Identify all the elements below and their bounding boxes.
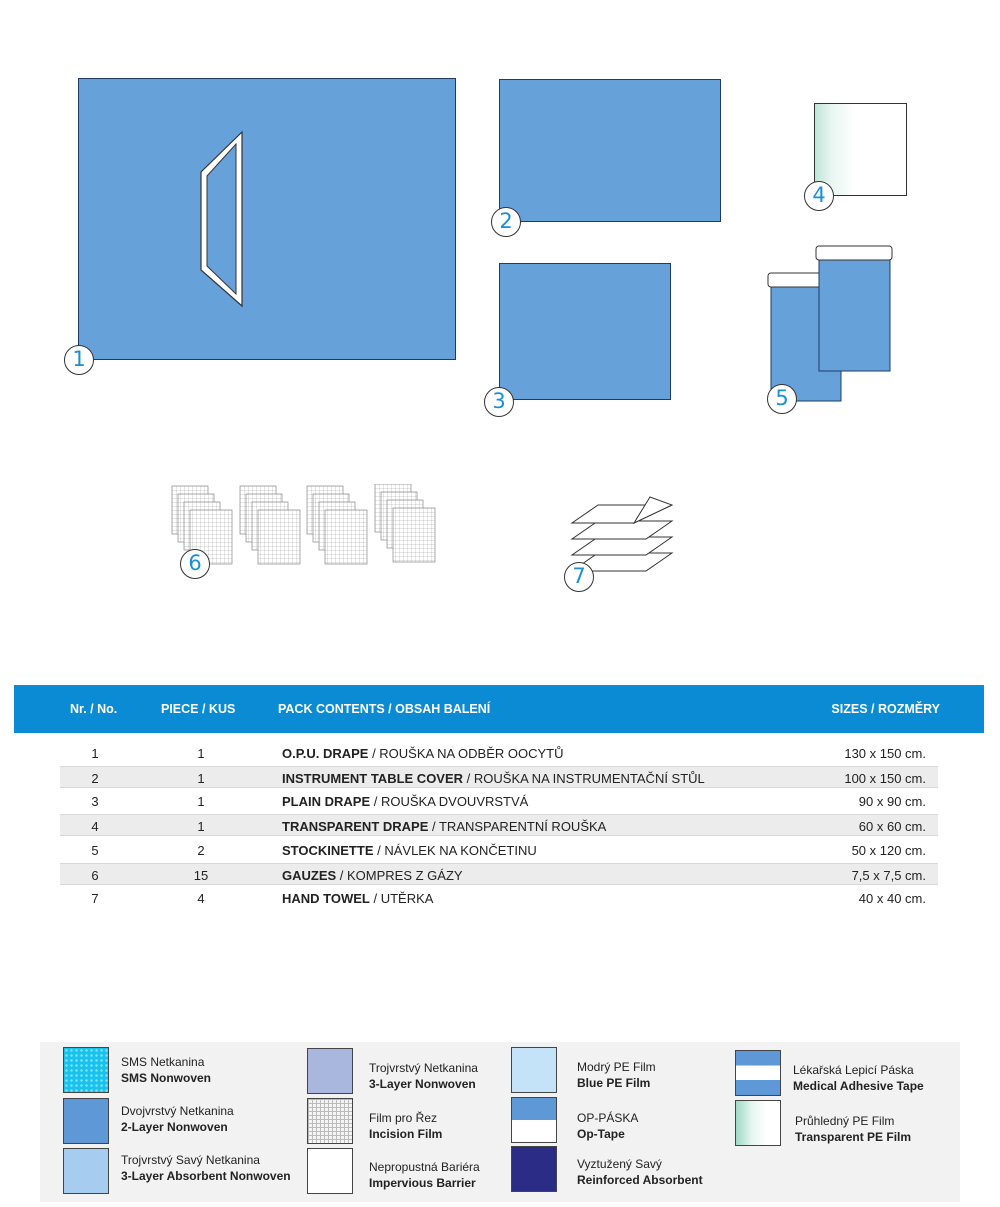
row-piece: 1 — [197, 819, 205, 834]
row-contents — [282, 891, 433, 906]
row-contents — [282, 746, 564, 761]
three-layer-absorbent-swatch — [63, 1148, 109, 1194]
legend-item — [793, 1062, 924, 1094]
row-nr: 1 — [91, 746, 99, 761]
legend-cz: Nepropustná Bariéra — [369, 1160, 480, 1174]
legend-en: Medical Adhesive Tape — [793, 1079, 924, 1093]
table-row — [60, 766, 938, 788]
op-tape-swatch — [511, 1097, 557, 1143]
legend-item — [369, 1159, 480, 1191]
legend-cz: Vyztužený Savý — [577, 1157, 662, 1171]
legend-item — [121, 1152, 291, 1184]
legend-item — [577, 1059, 656, 1091]
row-desc: / ROUŠKA NA INSTRUMENTAČNÍ STŮL — [463, 771, 705, 786]
table-header — [14, 685, 984, 733]
row-size: 130 x 150 cm. — [844, 746, 926, 761]
row-piece: 1 — [197, 746, 205, 761]
transparent-pe-film-swatch — [735, 1100, 781, 1146]
row-name: STOCKINETTE — [282, 843, 374, 858]
material-legend — [40, 1042, 960, 1202]
legend-cz: Trojvrstvý Savý Netkanina — [121, 1153, 260, 1167]
row-size: 100 x 150 cm. — [844, 771, 926, 786]
incision-film-swatch — [307, 1098, 353, 1144]
impervious-barrier-swatch — [307, 1148, 353, 1194]
row-contents — [282, 819, 606, 834]
legend-cz: Film pro Řez — [369, 1111, 438, 1125]
gauzes-icon — [170, 484, 440, 566]
row-piece: 1 — [197, 794, 205, 809]
table-row — [60, 742, 938, 764]
legend-item — [121, 1103, 234, 1135]
marker-6: 6 — [180, 549, 210, 579]
row-desc: / ROUŠKA DVOUVRSTVÁ — [370, 794, 529, 809]
legend-en: Incision Film — [369, 1127, 443, 1141]
legend-cz: SMS Netkanina — [121, 1055, 205, 1069]
row-piece: 2 — [197, 843, 205, 858]
row-name: GAUZES — [282, 868, 337, 883]
legend-cz: Trojvrstvý Netkanina — [369, 1061, 478, 1075]
marker-5: 5 — [767, 384, 797, 414]
row-nr: 3 — [91, 794, 99, 809]
row-nr: 2 — [91, 771, 99, 786]
legend-en: 3-Layer Absorbent Nonwoven — [121, 1169, 291, 1183]
marker-3: 3 — [484, 387, 514, 417]
table-row — [60, 887, 938, 909]
row-size: 40 x 40 cm. — [858, 891, 926, 906]
row-name: HAND TOWEL — [282, 891, 370, 906]
instrument-table-cover-illustration — [499, 79, 721, 222]
legend-en: Transparent PE Film — [795, 1130, 912, 1144]
row-nr: 7 — [91, 891, 99, 906]
row-contents — [282, 868, 463, 883]
row-size: 90 x 90 cm. — [858, 794, 926, 809]
row-nr: 5 — [91, 843, 99, 858]
row-size: 60 x 60 cm. — [858, 819, 926, 834]
header-contents: PACK CONTENTS / OBSAH BALENÍ — [278, 702, 491, 716]
row-desc: / NÁVLEK NA KONČETINU — [373, 843, 537, 858]
table-row — [60, 814, 938, 836]
row-piece: 4 — [197, 891, 205, 906]
legend-en: Op-Tape — [577, 1127, 625, 1141]
sms-nonwoven-swatch — [63, 1047, 109, 1093]
header-nr: Nr. / No. — [70, 702, 118, 716]
medical-adhesive-tape-swatch — [735, 1050, 781, 1096]
table-row — [60, 839, 938, 861]
marker-7: 7 — [564, 562, 594, 592]
legend-en: Blue PE Film — [577, 1076, 651, 1090]
legend-en: SMS Nonwoven — [121, 1071, 212, 1085]
table-row — [60, 790, 938, 812]
stockinette-icon — [765, 243, 895, 405]
row-contents — [282, 771, 705, 786]
blue-pe-film-swatch — [511, 1047, 557, 1093]
legend-en: 3-Layer Nonwoven — [369, 1077, 476, 1091]
row-desc: / UTĚRKA — [369, 891, 434, 906]
legend-item — [795, 1113, 911, 1145]
legend-cz: Modrý PE Film — [577, 1060, 656, 1074]
header-piece: PIECE / KUS — [161, 702, 236, 716]
opu-drape-illustration — [78, 78, 456, 360]
row-name: PLAIN DRAPE — [282, 794, 371, 809]
plain-drape-illustration — [499, 263, 671, 400]
reinforced-absorbent-swatch — [511, 1146, 557, 1192]
legend-item — [577, 1156, 703, 1188]
row-contents — [282, 794, 528, 809]
row-name: TRANSPARENT DRAPE — [282, 819, 429, 834]
row-size: 7,5 x 7,5 cm. — [851, 868, 926, 883]
three-layer-nonwoven-swatch — [307, 1048, 353, 1094]
legend-item — [369, 1060, 478, 1092]
legend-en: Reinforced Absorbent — [577, 1173, 703, 1187]
table-row — [60, 863, 938, 885]
legend-cz: Lékařská Lepicí Páska — [793, 1063, 914, 1077]
incision-window-icon — [195, 128, 250, 313]
row-size: 50 x 120 cm. — [851, 843, 926, 858]
legend-cz: OP-PÁSKA — [577, 1111, 639, 1125]
row-piece: 1 — [197, 771, 205, 786]
marker-4: 4 — [804, 181, 834, 211]
legend-cz: Dvojvrstvý Netkanina — [121, 1104, 234, 1118]
row-contents — [282, 843, 537, 858]
legend-item — [577, 1110, 638, 1142]
marker-1: 1 — [64, 345, 94, 375]
row-desc: / KOMPRES Z GÁZY — [336, 868, 463, 883]
row-desc: / ROUŠKA NA ODBĚR OOCYTŮ — [368, 746, 564, 761]
legend-cz: Průhledný PE Film — [795, 1114, 895, 1128]
header-sizes: SIZES / ROZMĚRY — [831, 702, 940, 716]
row-name: INSTRUMENT TABLE COVER — [282, 771, 464, 786]
marker-2: 2 — [491, 207, 521, 237]
legend-en: Impervious Barrier — [369, 1176, 476, 1190]
row-nr: 4 — [91, 819, 99, 834]
row-nr: 6 — [91, 868, 99, 883]
row-name: O.P.U. DRAPE — [282, 746, 369, 761]
transparent-drape-illustration — [814, 103, 907, 196]
legend-item — [121, 1054, 211, 1086]
row-desc: / TRANSPARENTNÍ ROUŠKA — [428, 819, 607, 834]
legend-item — [369, 1110, 442, 1142]
legend-en: 2-Layer Nonwoven — [121, 1120, 228, 1134]
row-piece: 15 — [193, 868, 209, 883]
two-layer-nonwoven-swatch — [63, 1098, 109, 1144]
